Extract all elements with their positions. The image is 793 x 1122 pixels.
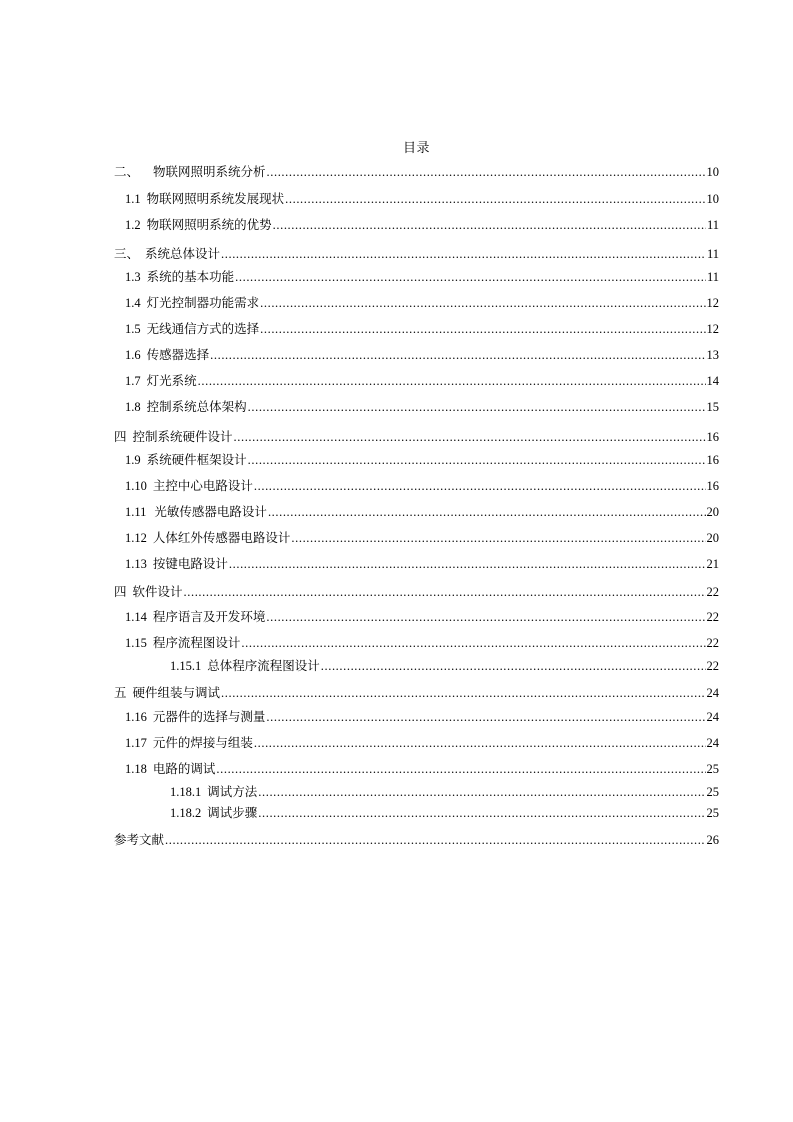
toc-leader-dots: [260, 322, 705, 337]
toc-entry-page: 22: [706, 659, 719, 673]
toc-entry-number: 1.15.1: [170, 659, 202, 673]
toc-entry-text: 物联网照明系统分析: [153, 165, 266, 179]
toc-entry-number: 1.5: [125, 322, 141, 336]
toc-entry-text: 控制系统总体架构: [146, 400, 247, 414]
toc-entry-label: [170, 656, 320, 674]
toc-entry-text: 无线通信方式的选择: [146, 322, 260, 336]
toc-entry[interactable]: [114, 528, 719, 546]
toc-entry[interactable]: [114, 782, 719, 800]
toc-entry-page: 12: [706, 322, 719, 336]
toc-entry-number: 1.7: [125, 374, 141, 388]
toc-entry-page: 16: [706, 430, 719, 444]
toc-entry[interactable]: [114, 502, 719, 520]
toc-entry[interactable]: [114, 244, 719, 262]
toc-entry-page: 11: [706, 247, 719, 261]
toc-leader-dots: [234, 430, 706, 445]
toc-entry-page: 12: [706, 296, 719, 310]
toc-entry-page: 14: [706, 374, 719, 388]
toc-entry-text: 灯光控制器功能需求: [146, 296, 260, 310]
toc-entry-label: [125, 397, 247, 415]
toc-entry-label: [125, 707, 265, 725]
toc-entry-label: [125, 267, 234, 285]
toc-entry-page: 11: [706, 218, 719, 232]
toc-entry-label: [125, 733, 253, 751]
toc-entry-label: [125, 633, 240, 651]
toc-leader-dots: [321, 659, 706, 674]
toc-entry-label: [125, 759, 215, 777]
toc-entry-label: [125, 293, 259, 311]
toc-entry-number: 1.18: [125, 762, 147, 776]
toc-entry-page: 22: [706, 585, 719, 599]
toc-leader-dots: [229, 557, 706, 572]
toc-entry-text: 系统的基本功能: [146, 270, 235, 284]
toc-entry-page: 16: [706, 479, 719, 493]
toc-entry[interactable]: [114, 319, 719, 337]
toc-leader-dots: [258, 806, 705, 821]
toc-entry[interactable]: [114, 733, 719, 751]
toc-leader-dots: [241, 636, 705, 651]
toc-entry[interactable]: [114, 397, 719, 415]
toc-entry-text: 硬件组装与调试: [132, 686, 221, 700]
toc-leader-dots: [221, 686, 705, 701]
toc-entry[interactable]: [114, 633, 719, 651]
toc-entry-page: 22: [706, 636, 719, 650]
toc-entry-number: 1.2: [125, 218, 141, 232]
toc-entry-label: [125, 607, 265, 625]
toc-entry-label: [125, 450, 247, 468]
toc-title: 目录: [402, 140, 430, 155]
toc-entry-number: 1.17: [125, 736, 147, 750]
toc-entry-label: [125, 345, 209, 363]
toc-entry-text: 物联网照明系统的优势: [146, 218, 272, 232]
toc-entry-number: 1.12: [125, 531, 147, 545]
toc-entry-text: 软件设计: [132, 585, 183, 599]
toc-entry-page: 22: [706, 610, 719, 624]
toc-entry-page: 20: [706, 505, 719, 519]
toc-entry-number: 1.18.1: [170, 785, 202, 799]
toc-entry-page: 15: [706, 400, 719, 414]
toc-leader-dots: [198, 374, 706, 389]
toc-entry-label: [125, 371, 197, 389]
toc-entry-text: 人体红外传感器电路设计: [152, 531, 291, 545]
toc-entry[interactable]: [114, 830, 719, 848]
toc-entry[interactable]: [114, 215, 719, 233]
toc-entry-text: 总体程序流程图设计: [207, 659, 320, 673]
toc-entry[interactable]: [114, 293, 719, 311]
toc-entry[interactable]: [114, 803, 719, 821]
toc-entry-page: 11: [706, 270, 719, 284]
toc-entry-text: 主控中心电路设计: [152, 479, 253, 493]
toc-entry[interactable]: [114, 759, 719, 777]
toc-entry[interactable]: [114, 607, 719, 625]
toc-entry[interactable]: [114, 476, 719, 494]
toc-entry-number: 二、: [114, 165, 140, 179]
toc-entry-page: 20: [706, 531, 719, 545]
toc-entry-label: [114, 244, 220, 262]
toc-entry-text: 控制系统硬件设计: [132, 430, 233, 444]
toc-leader-dots: [267, 165, 706, 180]
toc-entry-page: 13: [706, 348, 719, 362]
toc-entry-label: [170, 803, 257, 821]
toc-entry-number: 1.14: [125, 610, 147, 624]
toc-entry-page: 25: [706, 785, 719, 799]
toc-entry-text: 参考文献: [114, 833, 165, 847]
toc-entry-text: 程序语言及开发环境: [152, 610, 266, 624]
toc-entry-text: 元器件的选择与测量: [152, 710, 266, 724]
toc-leader-dots: [254, 479, 706, 494]
toc-leader-dots: [291, 531, 705, 546]
toc-entry-page: 25: [706, 806, 719, 820]
toc-entry-text: 元件的焊接与组装: [152, 736, 253, 750]
toc-leader-dots: [221, 247, 706, 262]
toc-leader-dots: [258, 785, 705, 800]
toc-entry-number: 1.8: [125, 400, 141, 414]
toc-entry-label: [125, 319, 259, 337]
toc-leader-dots: [266, 710, 705, 725]
toc-entry-label: [125, 189, 284, 207]
toc-entry[interactable]: [114, 189, 719, 207]
toc-entry-number: 三、: [114, 247, 140, 261]
toc-entry[interactable]: [114, 267, 719, 285]
toc-entry-label: [114, 582, 183, 600]
toc-entry-text: 物联网照明系统发展现状: [146, 192, 285, 206]
toc-leader-dots: [260, 296, 705, 311]
toc-entry-page: 24: [706, 686, 719, 700]
toc-leader-dots: [268, 505, 706, 520]
toc-entry-number: 五: [114, 686, 127, 700]
toc-entry-label: [114, 427, 233, 445]
toc-entry-text: 程序流程图设计: [152, 636, 241, 650]
toc-leader-dots: [235, 270, 706, 285]
toc-entry-number: 1.3: [125, 270, 141, 284]
toc-entry[interactable]: [114, 371, 719, 389]
toc-entry-page: 10: [706, 192, 719, 206]
toc-entry-page: 24: [706, 710, 719, 724]
toc-entry-number: 1.13: [125, 557, 147, 571]
toc-entry-text: 电路的调试: [152, 762, 216, 776]
toc-leader-dots: [266, 610, 705, 625]
toc-entry[interactable]: [114, 427, 719, 445]
toc-entry-page: 25: [706, 762, 719, 776]
toc-entry[interactable]: [114, 450, 719, 468]
toc-entry[interactable]: [114, 554, 719, 572]
toc-entry-number: 1.4: [125, 296, 141, 310]
toc-entry-text: 系统总体设计: [145, 247, 221, 261]
toc-leader-dots: [254, 736, 706, 751]
toc-leader-dots: [273, 218, 706, 233]
toc-leader-dots: [165, 833, 705, 848]
toc-entry[interactable]: [114, 345, 719, 363]
toc-entry-label: [125, 476, 253, 494]
toc-entry-number: 四: [114, 585, 127, 599]
toc-entry-label: [125, 554, 228, 572]
toc-entry-page: 26: [706, 833, 719, 847]
toc-entry-text: 灯光系统: [146, 374, 197, 388]
toc-entry-text: 系统硬件框架设计: [146, 453, 247, 467]
toc-entry-page: 24: [706, 736, 719, 750]
toc-entry-number: 四: [114, 430, 127, 444]
toc-entry-number: 1.18.2: [170, 806, 202, 820]
toc-entry[interactable]: [114, 707, 719, 725]
toc-entry-label: [114, 683, 220, 701]
toc-entry-number: 1.15: [125, 636, 147, 650]
toc-entry-page: 21: [706, 557, 719, 571]
toc-leader-dots: [285, 192, 705, 207]
toc-entry-label: [125, 215, 272, 233]
toc-entry-number: 1.9: [125, 453, 141, 467]
toc-entry-text: 调试方法: [207, 785, 258, 799]
toc-entry-text: 光敏传感器电路设计: [154, 505, 267, 519]
toc-leader-dots: [210, 348, 705, 363]
toc-entry-label: [114, 830, 164, 848]
toc-leader-dots: [248, 453, 706, 468]
toc-entry-number: 1.1: [125, 192, 141, 206]
toc-leader-dots: [248, 400, 706, 415]
toc-leader-dots: [216, 762, 705, 777]
toc-entry-label: [125, 502, 267, 520]
toc-entry-label: [114, 162, 266, 180]
toc-entry-page: 10: [706, 165, 719, 179]
toc-entry-label: [125, 528, 290, 546]
toc-entry-label: [170, 782, 257, 800]
toc-entry-number: 1.11: [125, 505, 147, 519]
toc-entry[interactable]: [114, 683, 719, 701]
toc-entry[interactable]: [114, 582, 719, 600]
toc-entry-page: 16: [706, 453, 719, 467]
toc-entry[interactable]: [114, 162, 719, 180]
toc-entry-text: 调试步骤: [207, 806, 258, 820]
toc-entry-number: 1.10: [125, 479, 147, 493]
toc-leader-dots: [184, 585, 706, 600]
toc-entry-text: 按键电路设计: [152, 557, 228, 571]
toc-entry-text: 传感器选择: [146, 348, 210, 362]
toc-entry-number: 1.16: [125, 710, 147, 724]
toc-entry-number: 1.6: [125, 348, 141, 362]
toc-entry[interactable]: [114, 656, 719, 674]
